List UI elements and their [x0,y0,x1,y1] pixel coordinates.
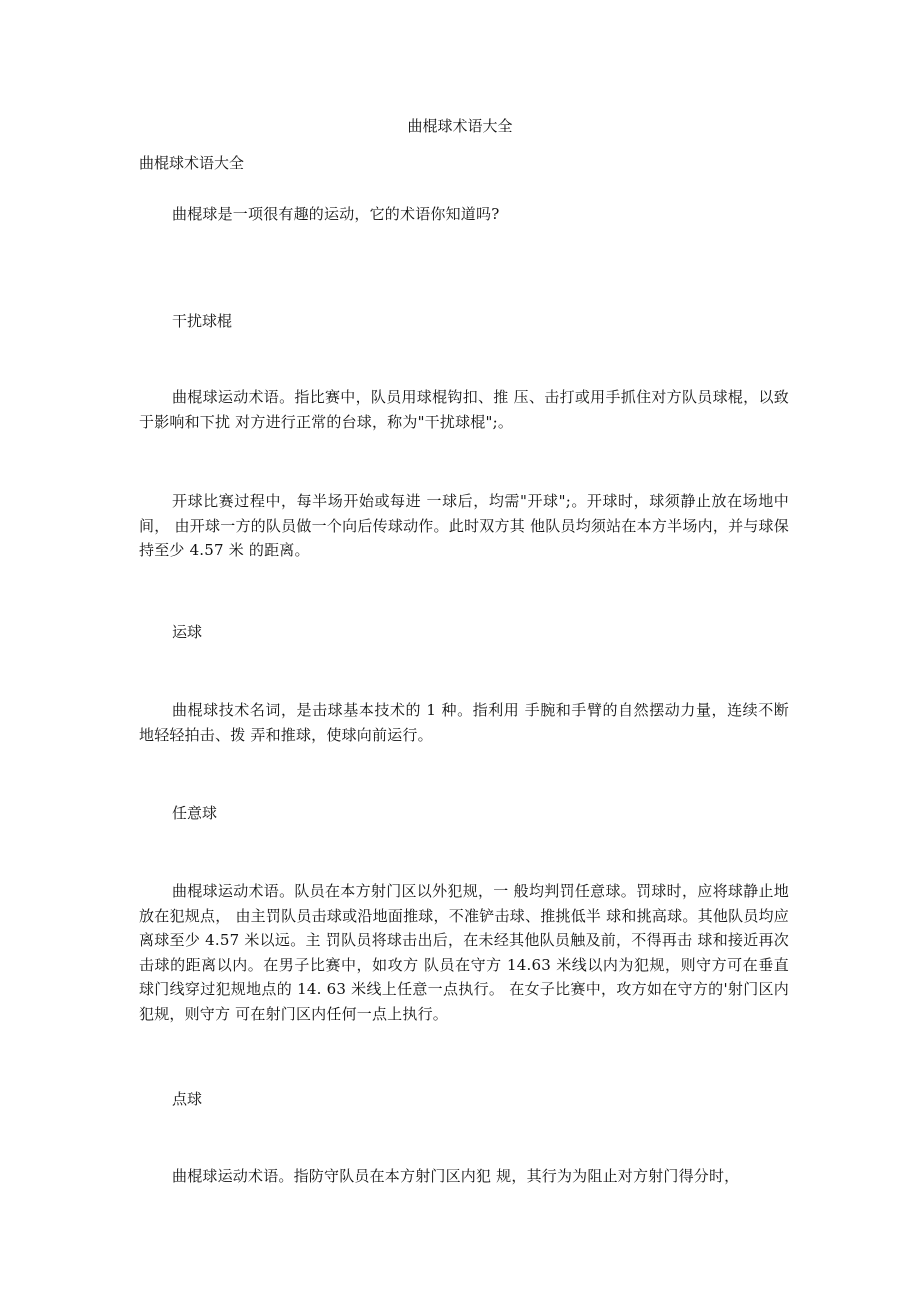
section-heading-penalty-stroke: 点球 [172,1090,203,1108]
section-paragraph: 开球比赛过程中，每半场开始或每进 一球后，均需"开球";。开球时，球须静止放在场地中间， 由开球一方的队员做一个向后传球动作。此时双方其 他队员均须站在本方半场内，并与球保持至少 4.57 米 的距离。 [139,492,789,559]
section-heading-dribble: 运球 [172,623,203,641]
section-paragraph: 曲棍球运动术语。指比赛中，队员用球棍钩扣、推 压、击打或用手抓住对方队员球棍，以致于影响和下扰 对方进行正常的台球，称为"干扰球棍";。 [139,388,789,431]
section-heading-interference: 干扰球棍 [172,312,233,330]
section-heading-free-hit: 任意球 [172,804,218,822]
document-subtitle: 曲棍球术语大全 [139,154,245,172]
intro-paragraph: 曲棍球是一项很有趣的运动，它的术语你知道吗? [172,205,500,223]
section-paragraph: 曲棍球运动术语。队员在本方射门区以外犯规，一 般均判罚任意球。罚球时，应将球静止地放在犯规点， 由主罚队员击球或沿地面推球，不准铲击球、推挑低半 球和挑高球。其他队员均应离球至少 4.57 米以远。主 罚队员将球击出后，在未经其他队员触及前，不得再击 球和接近再次击球的距离以内。在男子比赛中，如攻方 队员在守方 14.63 米线以内为犯规，则守方可在垂直 球门线穿过犯规地点的 14. 63 米线上任意一点执行。 在女子比赛中，攻方如在守方的'射门区内犯规，则守方 可在射门区内任何一点上执行。 [139,882,789,1023]
section-paragraph: 曲棍球运动术语。指防守队员在本方射门区内犯 规，其行为为阻止对方射门得分时， [172,1167,740,1185]
document-title: 曲棍球术语大全 [407,117,513,135]
section-paragraph: 曲棍球技术名词，是击球基本技术的 1 种。指利用 手腕和手臂的自然摆动力量，连续不断地轻轻拍击、拨 弄和推球，使球向前运行。 [139,701,789,744]
